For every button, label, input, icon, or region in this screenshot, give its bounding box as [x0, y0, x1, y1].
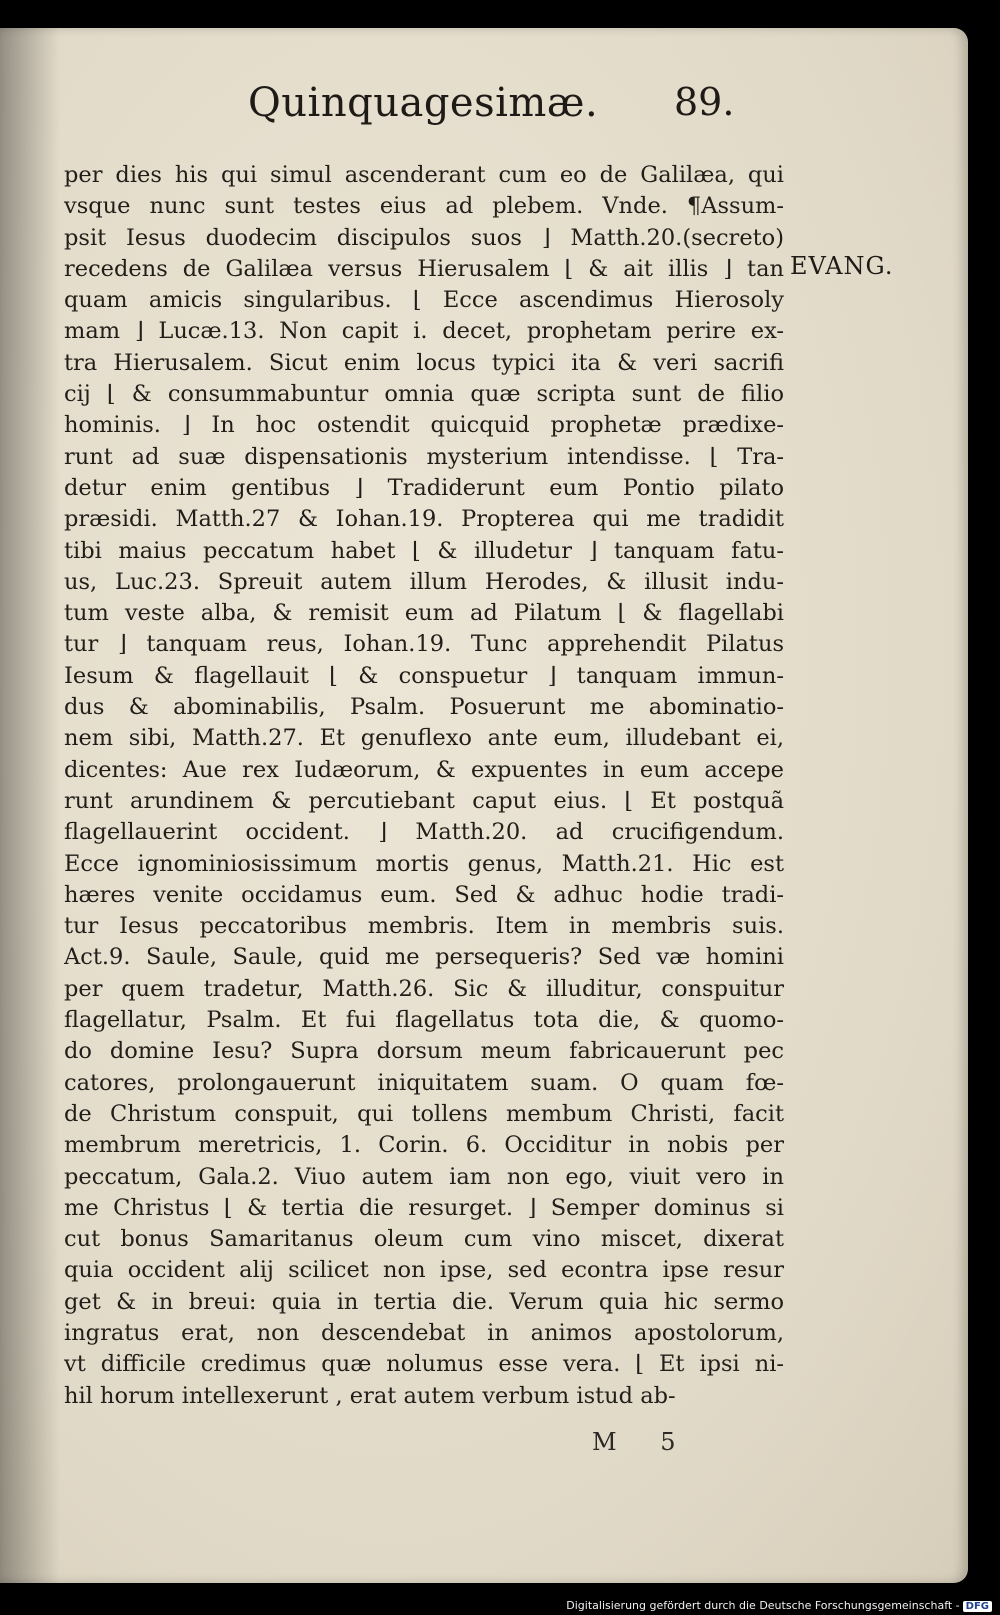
text-line: Ecce ignominiosissimum mortis genus, Matth.21. Hic est: [64, 850, 784, 877]
text-line: peccatum, Gala.2. Viuo autem iam non ego, viuit vero in: [64, 1163, 784, 1190]
text-line: vt difficile credimus quæ nolumus esse vera. ⌊ Et ipsi ni-: [64, 1351, 784, 1378]
marginal-note: EVANG.: [790, 252, 894, 280]
text-line: detur enim gentibus ⌋ Tradiderunt eum Pontio pilato: [64, 474, 784, 501]
text-line: hæres venite occidamus eum. Sed & adhuc hodie tradi-: [64, 881, 784, 908]
text-line: cut bonus Samaritanus oleum cum vino miscet, dixerat: [64, 1226, 784, 1253]
text-line: tum veste alba, & remisit eum ad Pilatum ⌊ & flagellabi: [64, 600, 784, 627]
text-line: me Christus ⌊ & tertia die resurget. ⌋ Semper dominus si: [64, 1194, 784, 1221]
text-line: Act.9. Saule, Saule, quid me persequeris? Sed væ homini: [64, 944, 784, 971]
text-line: catores, prolongauerunt iniquitatem suam. O quam fœ-: [64, 1069, 784, 1096]
text-line: mam ⌋ Lucæ.13. Non capit i. decet, prophetam perire ex-: [64, 318, 784, 345]
text-line: runt arundinem & percutiebant caput eius. ⌊ Et postquã: [64, 787, 784, 814]
text-line: præsidi. Matth.27 & Iohan.19. Propterea qui me tradidit: [64, 506, 784, 533]
text-line: quia occident alij scilicet non ipse, sed econtra ipse resur: [64, 1257, 784, 1284]
text-line: ingratus erat, non descendebat in animos apostolorum,: [64, 1319, 784, 1346]
text-line: hil horum intellexerunt , erat autem verbum istud ab-: [64, 1382, 676, 1409]
text-line: per dies his qui simul ascenderant cum eo de Galilæa, qui: [64, 162, 784, 188]
book-page: [0, 28, 968, 1583]
text-line: do domine Iesu? Supra dorsum meum fabricauerunt pec: [64, 1038, 784, 1065]
text-line: us, Luc.23. Spreuit autem illum Herodes, & illusit indu-: [64, 568, 784, 595]
page-number: 89.: [674, 80, 735, 124]
text-line: Iesum & flagellauit ⌊ & conspuetur ⌋ tanquam immun-: [64, 662, 784, 689]
text-line: tra Hierusalem. Sicut enim locus typici ita & veri sacrifi: [64, 349, 784, 376]
text-line: tur ⌋ tanquam reus, Iohan.19. Tunc apprehendit Pilatus: [64, 631, 784, 658]
text-line: flagellauerint occident. ⌋ Matth.20. ad crucifigendum.: [64, 819, 784, 846]
text-line: get & in breui: quia in tertia die. Verum quia hic sermo: [64, 1288, 784, 1315]
text-line: membrum meretricis, 1. Corin. 6. Occiditur in nobis per: [64, 1132, 784, 1159]
text-line: vsque nunc sunt testes eius ad plebem. Vnde. ¶Assum-: [64, 193, 784, 220]
dfg-logo: DFG: [963, 1601, 992, 1612]
text-line: psit Iesus duodecim discipulos suos ⌋ Matth.20.(secreto): [64, 224, 784, 251]
credit-text: Digitalisierung gefördert durch die Deutsche Forschungsgemeinschaft -: [566, 1599, 960, 1612]
text-line: hominis. ⌋ In hoc ostendit quicquid prophetæ prædixe-: [64, 412, 784, 439]
text-line: dus & abominabilis, Psalm. Posuerunt me abominatio-: [64, 694, 784, 721]
text-line: recedens de Galilæa versus Hierusalem ⌊ & ait illis ⌋ tan: [64, 255, 784, 282]
text-line: dicentes: Aue rex Iudæorum, & expuentes in eum accepe: [64, 756, 784, 783]
text-line: nem sibi, Matth.27. Et genuflexo ante eum, illudebant ei,: [64, 725, 784, 752]
text-line: de Christum conspuit, qui tollens membum Christi, facit: [64, 1100, 784, 1127]
text-line: cij ⌊ & consummabuntur omnia quæ scripta sunt de filio: [64, 381, 784, 408]
text-line: tur Iesus peccatoribus membris. Item in membris suis.: [64, 913, 784, 940]
body-text: [64, 160, 784, 1412]
text-line: runt ad suæ dispensationis mysterium intendisse. ⌊ Tra-: [64, 443, 784, 470]
text-line: per quem tradetur, Matth.26. Sic & illuditur, conspuitur: [64, 975, 784, 1002]
text-line: tibi maius peccatum habet ⌊ & illudetur ⌋ tanquam fatu-: [64, 537, 784, 564]
running-title: Quinquagesimæ.: [248, 80, 599, 126]
text-line: flagellatur, Psalm. Et fui flagellatus tota die, & quomo-: [64, 1007, 784, 1034]
signature-mark: M 5: [592, 1428, 694, 1456]
digitization-credit: [566, 1599, 992, 1612]
text-line: quam amicis singularibus. ⌊ Ecce ascendimus Hierosoly: [64, 287, 784, 314]
